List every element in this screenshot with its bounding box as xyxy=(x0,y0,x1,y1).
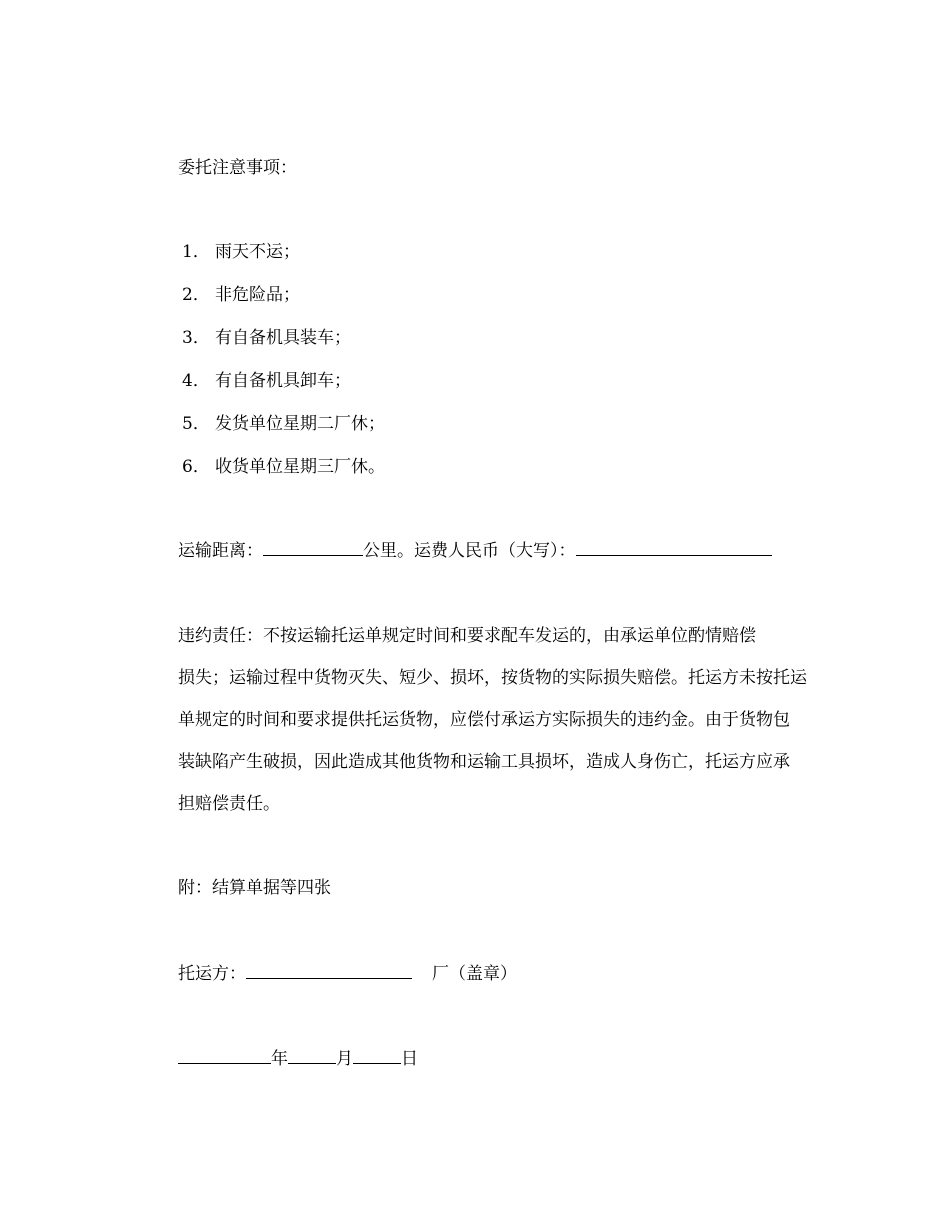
liability-line: 担赔偿责任。 xyxy=(178,794,280,814)
list-item xyxy=(182,369,351,393)
list-item-number: 1． xyxy=(182,242,210,262)
list-item-number: 2． xyxy=(182,285,210,305)
list-item xyxy=(182,240,300,264)
shipper-label: 托运方： xyxy=(178,964,246,984)
list-item-text: 雨天不运； xyxy=(215,242,300,262)
year-blank[interactable] xyxy=(178,1046,271,1064)
shipper-blank[interactable] xyxy=(246,961,412,979)
liability-line: 损失；运输过程中货物灭失、短少、损坏，按货物的实际损失赔偿。托运方未按托运 xyxy=(178,668,807,688)
liability-line: 装缺陷产生破损，因此造成其他货物和运输工具损坏，造成人身伤亡，托运方应承 xyxy=(178,752,790,772)
year-label: 年 xyxy=(271,1049,288,1069)
list-item-text: 发货单位星期二厂休； xyxy=(215,414,385,434)
shipper-suffix: 厂（盖章） xyxy=(432,964,517,984)
day-blank[interactable] xyxy=(353,1046,401,1064)
distance-label: 运输距离： xyxy=(178,541,263,561)
list-item-text: 非危险品； xyxy=(215,285,300,305)
attachment-note: 附：结算单据等四张 xyxy=(178,878,331,898)
list-item-number: 6． xyxy=(182,457,210,477)
date-line xyxy=(178,1046,418,1071)
distance-unit: 公里。运费人民币（大写）： xyxy=(363,541,576,561)
month-blank[interactable] xyxy=(288,1046,336,1064)
list-item-number: 3． xyxy=(182,328,210,348)
list-item xyxy=(182,283,300,307)
list-item-text: 有自备机具装车； xyxy=(215,328,351,348)
liability-line: 单规定的时间和要求提供托运货物，应偿付承运方实际损失的违约金。由于货物包 xyxy=(178,710,790,730)
list-item xyxy=(182,326,351,350)
month-label: 月 xyxy=(336,1049,353,1069)
list-item-number: 5． xyxy=(182,414,210,434)
list-item xyxy=(182,455,385,479)
list-item-text: 收货单位星期三厂休。 xyxy=(215,457,385,477)
shipper-line xyxy=(178,961,517,986)
notes-heading: 委托注意事项： xyxy=(178,158,297,178)
list-item xyxy=(182,412,385,436)
distance-line xyxy=(178,538,772,563)
list-item-text: 有自备机具卸车； xyxy=(215,371,351,391)
list-item-number: 4． xyxy=(182,371,210,391)
distance-blank[interactable] xyxy=(263,538,363,556)
day-label: 日 xyxy=(401,1049,418,1069)
fee-blank[interactable] xyxy=(576,538,772,556)
liability-line: 违约责任：不按运输托运单规定时间和要求配车发运的，由承运单位酌情赔偿 xyxy=(178,626,756,646)
